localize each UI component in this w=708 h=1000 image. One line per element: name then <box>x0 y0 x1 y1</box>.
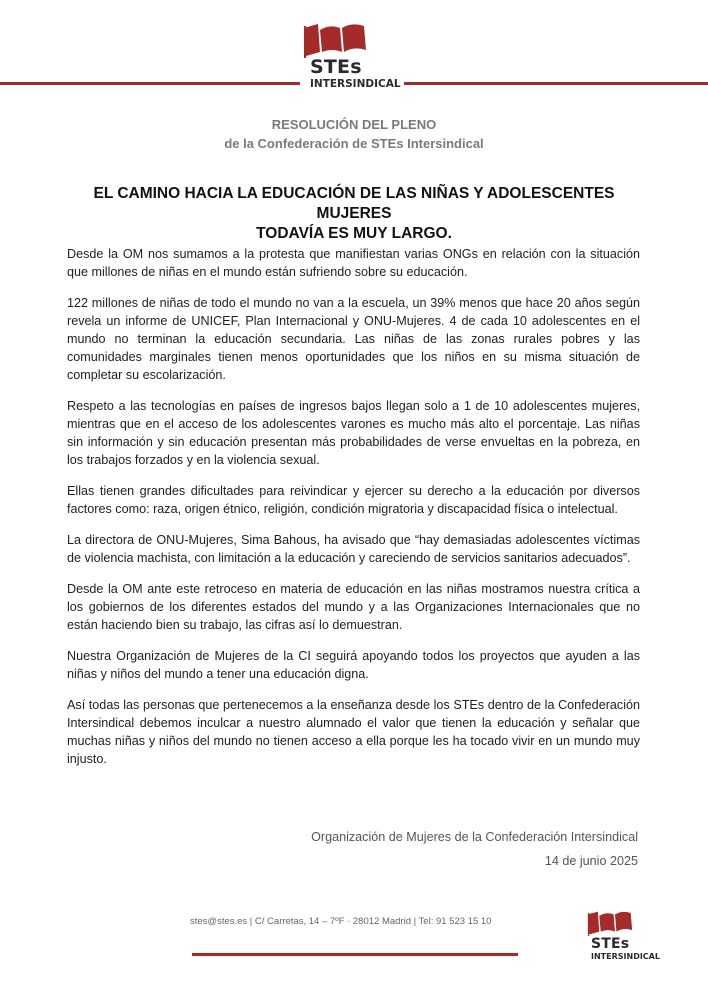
logo-title: STEs <box>310 56 362 78</box>
footer-logo <box>585 910 665 964</box>
logo-subtitle: INTERSINDICAL <box>310 78 401 90</box>
paragraph: Ellas tienen grandes dificultades para reivindicar y ejercer su derecho a la educación por diversos factores como: raza, origen étnico, religión, condición migratoria y discapacidad física o intelectual. <box>67 484 640 516</box>
signature-organization: Organización de Mujeres de la Confederación Intersindical <box>311 830 638 844</box>
footer-logo-title: STEs <box>591 936 630 952</box>
resolution-line-2: de la Confederación de STEs Intersindical <box>224 136 484 151</box>
paragraph: Desde la OM nos sumamos a la protesta que manifiestan varias ONGs en relación con la situación que millones de niñas en el mundo están sufriendo sobre su educación. <box>67 247 640 279</box>
header-divider-left <box>0 82 300 85</box>
paragraph: La directora de ONU-Mujeres, Sima Bahous, ha avisado que “hay demasiadas adolescentes víctimas de violencia machista, con limitación a la educación y careciendo de servicios sanitarios adecuados”. <box>67 533 640 565</box>
title-line-1: EL CAMINO HACIA LA EDUCACIÓN DE LAS NIÑAS Y ADOLESCENTES MUJERES <box>93 185 615 222</box>
flags-icon <box>585 910 635 936</box>
paragraph: Nuestra Organización de Mujeres de la CI seguirá apoyando todos los proyectos que ayuden a las niñas y niños del mundo a tener una educación digna. <box>67 649 640 681</box>
document-title <box>60 184 648 244</box>
signature-block <box>311 825 638 873</box>
header-divider-right <box>404 82 708 85</box>
paragraph: Así todas las personas que pertenecemos a la enseñanza desde los STEs dentro de la Confederación Intersindical debemos inculcar a nuestro alumnado el valor que tienen la educación y señalar que muchas niñas y niños del mundo no tienen acceso a ella porque les ha tocado vivir en un mundo muy injusto. <box>67 698 640 766</box>
paragraph: 122 millones de niñas de todo el mundo no van a la escuela, un 39% menos que hace 20 años según revela un informe de UNICEF, Plan Internacional y ONU-Mujeres. 4 de cada 10 adolescentes en el mundo no terminan la educación secundaria. Las niñas de las zonas rurales pobres y las comunidades marginales tienen menos oportunidades que los niños en su misma situación de completar su escolarización. <box>67 296 640 382</box>
body-text <box>67 245 640 781</box>
signature-date: 14 de junio 2025 <box>544 854 638 868</box>
resolution-heading <box>0 115 708 153</box>
footer-contact: stes@stes.es | C/ Carretas, 14 – 7ºF · 28012 Madrid | Tel: 91 523 15 10 <box>190 916 492 927</box>
paragraph: Respeto a las tecnologías en países de ingresos bajos llegan solo a 1 de 10 adolescentes mujeres, mientras que en el acceso de los adolescentes varones es mucho más alto el porcentaje. Las niñas sin información y sin educación presentan más probabilidades de verse envueltas en la pobreza, en los trabajos forzados y en la violencia sexual. <box>67 399 640 467</box>
footer-divider <box>192 953 518 956</box>
footer-logo-subtitle: INTERSINDICAL <box>591 952 660 961</box>
title-line-2: TODAVÍA ES MUY LARGO. <box>256 225 452 242</box>
stes-logo <box>300 22 408 94</box>
flags-icon <box>300 22 370 58</box>
resolution-line-1: RESOLUCIÓN DEL PLENO <box>271 117 437 132</box>
paragraph: Desde la OM ante este retroceso en materia de educación en las niñas mostramos nuestra crítica a los gobiernos de los diferentes estados del mundo y a las Organizaciones Internacionales que no están haciendo bien su trabajo, las cifras así lo demuestran. <box>67 582 640 632</box>
